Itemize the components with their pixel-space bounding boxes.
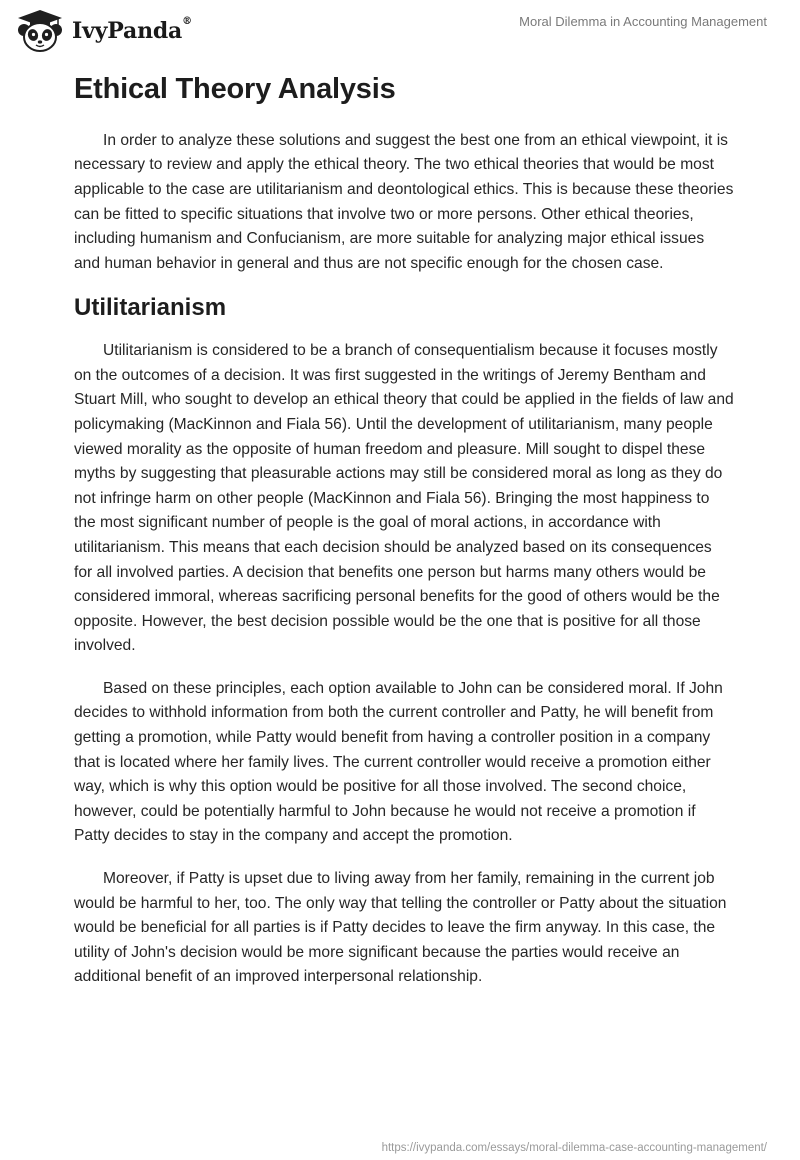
page-title: Ethical Theory Analysis [74, 73, 396, 105]
paragraph-utilitarianism-definition: Utilitarianism is considered to be a branch of consequentialism because it focuses mostly on the outcomes of a decision. It was first suggested in the writings of Jeremy Bentham and Stuart Mill, who sought to develop an ethical theory that could be applied in the fields of law and policymaking (MacKinnon and Fiala 56). Until the development of utilitarianism, many people viewed morality as the opposite of human freedom and pleasure. Mill sought to dispel these myths by suggesting that pleasurable actions may still be considered moral as long as they do not infringe harm on other people (MacKinnon and Fiala 56). Bringing the most happiness to the most significant number of people is the goal of moral actions, in accordance with utilitarianism. This means that each decision should be analyzed based on its consequences for all involved parties. A decision that benefits one person but harms many others would be considered immoral, whereas sacrificing personal benefits for the good of others would be the opposite. However, the best decision possible would be the one that is positive for all those involved. [74, 342, 734, 655]
article-body [74, 72, 734, 1008]
section-heading-utilitarianism: Utilitarianism [74, 294, 227, 322]
source-url[interactable]: https://ivypanda.com/essays/moral-dilemma-case-accounting-management/ [381, 1142, 767, 1154]
trademark-symbol: ® [182, 16, 192, 27]
brand-text: IvyPanda [72, 18, 183, 44]
logo[interactable] [14, 8, 192, 52]
document-title: Moral Dilemma in Accounting Management [519, 14, 767, 29]
intro-paragraph: In order to analyze these solutions and suggest the best one from an ethical viewpoint, it is necessary to review and apply the ethical theory. The two ethical theories that would be most applicable to the case are utilitarianism and deontological ethics. This is because these theories can be fitted to specific situations that involve two or more persons. Other ethical theories, including humanism and Confucianism, are more suitable for analyzing major ethical issues and human behavior in general and thus are not specific enough for the chosen case. [74, 131, 734, 272]
panda-graduate-icon [14, 8, 66, 52]
paragraph-options-analysis: Based on these principles, each option available to John can be considered moral. If John decides to withhold information from both the current controller and Patty, he will benefit from getting a promotion, while Patty would benefit from having a controller position in a company that is located where her family lives. The current controller would receive a promotion either way, which is why this option would be positive for all those involved. The second choice, however, could be potentially harmful to John because he would not receive a promotion if Patty decides to stay in the company and accept the promotion. [74, 679, 723, 845]
brand-name [72, 18, 192, 44]
paragraph-patty-consideration: Moreover, if Patty is upset due to living away from her family, remaining in the current job would be harmful to her, too. The only way that telling the controller or Patty about the situation would be beneficial for all parties is if Patty decides to leave the firm anyway. In this case, the utility of John's decision would be more significant because the parties would receive an additional benefit of an improved interpersonal relationship. [74, 870, 727, 986]
page-header [0, 0, 800, 60]
